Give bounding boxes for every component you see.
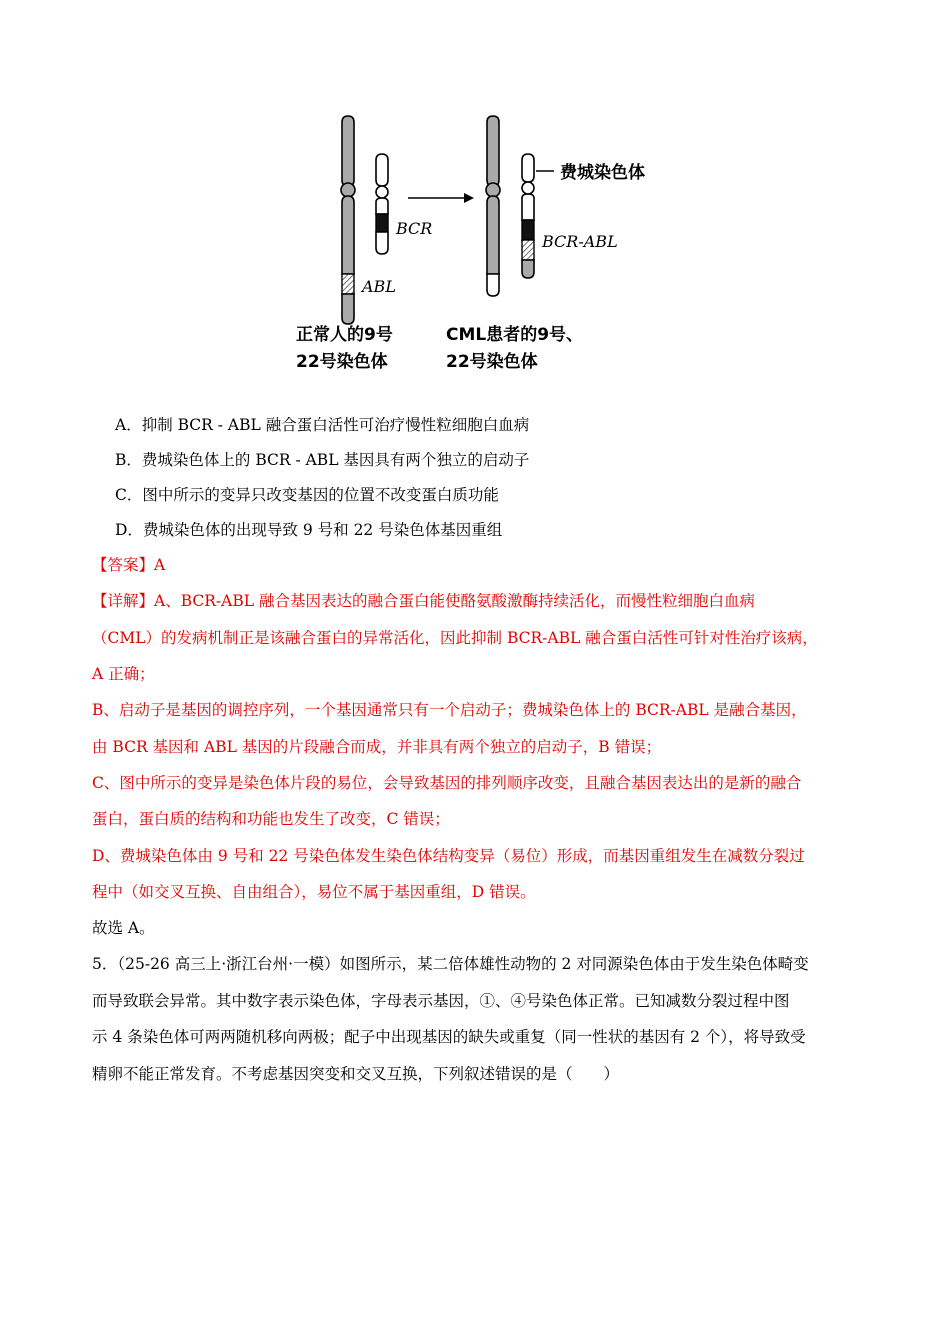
gene-label-bcr: BCR [396, 219, 433, 238]
caption-normal-line1: 正常人的9号 [296, 325, 393, 345]
caption-patient-line2: 22号染色体 [446, 352, 538, 372]
explanation-line: C、图中所示的变异是染色体片段的易位，会导致基因的排列顺序改变，且融合基因表达出的是新的融合 [92, 774, 802, 792]
gene-label-bcr-abl: BCR-ABL [542, 232, 618, 251]
translocation-arrow [408, 193, 474, 203]
option-a: A．抑制 BCR - ABL 融合蛋白活性可治疗慢性粒细胞白血病 [115, 416, 530, 434]
conclusion-line: 故选 A。 [92, 919, 155, 937]
gene-label-abl: ABL [362, 277, 396, 296]
explanation-line: 蛋白，蛋白质的结构和功能也发生了改变，C 错误； [92, 810, 450, 828]
option-c: C．图中所示的变异只改变基因的位置不改变蛋白质功能 [115, 486, 499, 504]
caption-normal-line2: 22号染色体 [296, 352, 388, 372]
question5-line: 示 4 条染色体可两两随机移向两极；配子中出现基因的缺失或重复（同一性状的基因有 2 个），将导致受 [92, 1028, 806, 1046]
ph-chromosome-label: 费城染色体 [560, 163, 645, 183]
caption-patient-line1: CML患者的9号、 [446, 325, 584, 345]
answer-line: 【答案】A [92, 556, 166, 574]
option-b: B．费城染色体上的 BCR - ABL 基因具有两个独立的启动子 [115, 451, 530, 469]
normal-chromosome-9 [341, 116, 355, 324]
explanation-line: 【详解】A、BCR-ABL 融合基因表达的融合蛋白能使酪氨酸激酶持续活化，而慢性粒细胞白血病 [92, 592, 755, 610]
chromosome-translocation-figure [280, 110, 700, 380]
normal-chromosome-22 [376, 154, 388, 254]
question5-line: 5．（25-26 高三上·浙江台州·一模）如图所示，某二倍体雄性动物的 2 对同源染色体由于发生染色体畸变 [92, 955, 809, 973]
option-d: D．费城染色体的出现导致 9 号和 22 号染色体基因重组 [115, 521, 503, 539]
philadelphia-chromosome [522, 154, 534, 278]
explanation-line: 程中（如交叉互换、自由组合），易位不属于基因重组，D 错误。 [92, 883, 536, 901]
question5-line: 而导致联会异常。其中数字表示染色体，字母表示基因，①、④号染色体正常。已知减数分裂过程中图 [92, 992, 790, 1010]
explanation-line: B、启动子是基因的调控序列，一个基因通常只有一个启动子；费城染色体上的 BCR-ABL 是融合基因， [92, 701, 807, 719]
explanation-line: A 正确； [92, 665, 155, 683]
explanation-line: 由 BCR 基因和 ABL 基因的片段融合而成，并非具有两个独立的启动子，B 错误； [92, 738, 662, 756]
explanation-line: （CML）的发病机制正是该融合蛋白的异常活化，因此抑制 BCR-ABL 融合蛋白活性可针对性治疗该病， [92, 629, 818, 647]
explanation-line: D、费城染色体由 9 号和 22 号染色体发生染色体结构变异（易位）形成，而基因重组发生在减数分裂过 [92, 847, 805, 865]
question5-line: 精卵不能正常发育。不考虑基因突变和交叉互换，下列叙述错误的是（ ） [92, 1065, 620, 1083]
patient-chromosome-9 [486, 116, 500, 296]
